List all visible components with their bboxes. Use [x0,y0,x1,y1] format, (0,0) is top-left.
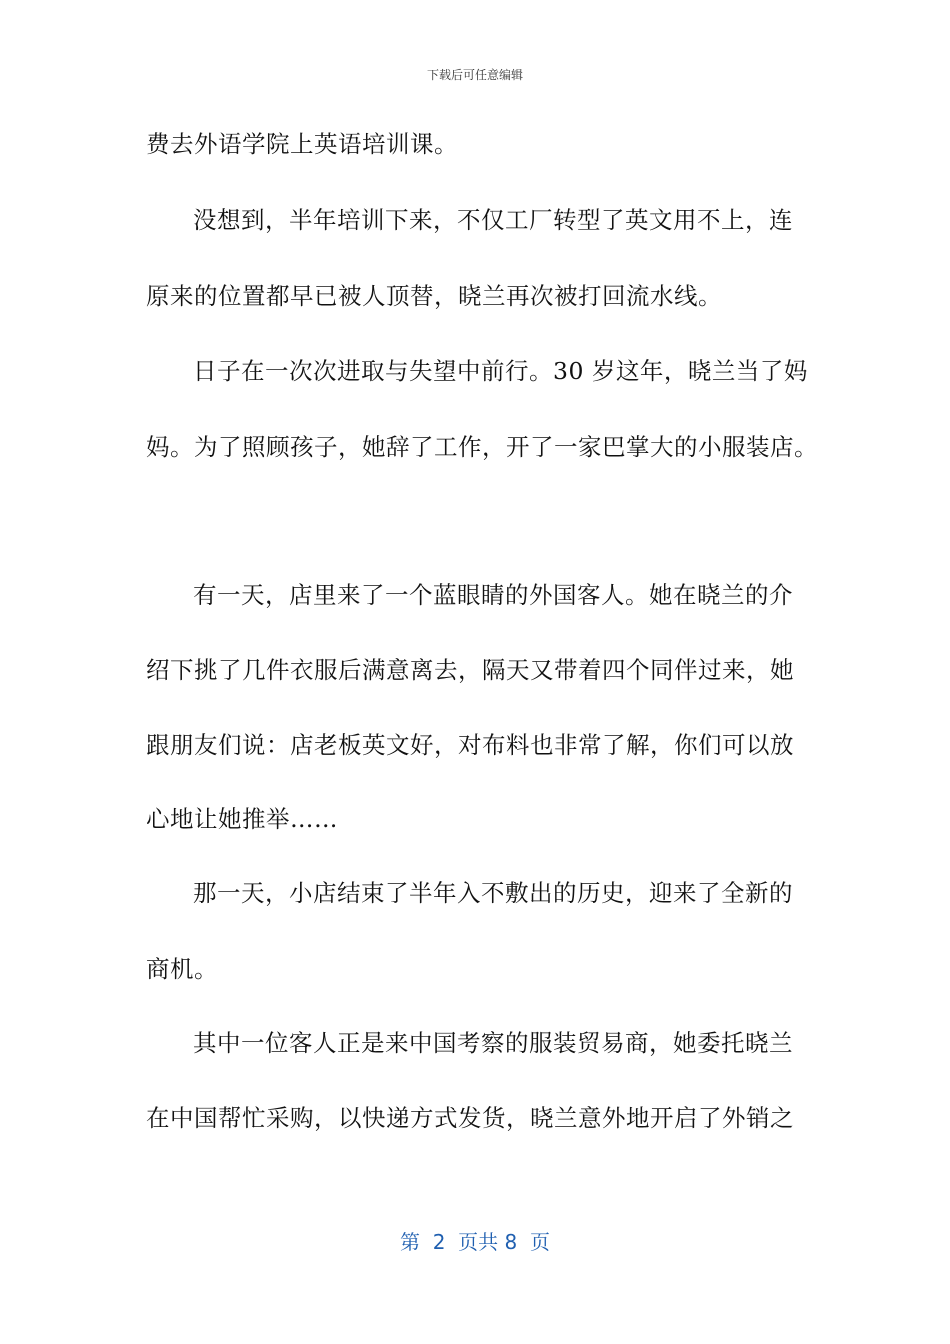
text-line: 那一天，小店结束了半年入不敷出的历史，迎来了全新的 [193,879,793,907]
text-line: 费去外语学院上英语培训课。 [146,130,458,158]
text-line: 原来的位置都早已被人顶替，晓兰再次被打回流水线。 [146,282,722,310]
text-line: 绍下挑了几件衣服后满意离去，隔天又带着四个同伴过来，她 [146,656,794,684]
page-number-footer: 第 2 页共 8 页 [400,1230,550,1254]
text-line: 日子在一次次进取与失望中前行。30 岁这年，晓兰当了妈 [193,357,808,385]
text-line: 妈。为了照顾孩子，她辞了工作，开了一家巴掌大的小服装店。 [146,433,818,461]
text-line: 跟朋友们说：店老板英文好，对布料也非常了解，你们可以放 [146,731,794,759]
text-line: 其中一位客人正是来中国考察的服装贸易商，她委托晓兰 [193,1029,793,1057]
text-line: 商机。 [146,955,218,983]
text-line: 没想到，半年培训下来，不仅工厂转型了英文用不上，连 [193,206,793,234]
page-header: 下载后可任意编辑 [426,68,523,82]
text-line: 心地让她推举…… [146,805,338,833]
text-line: 有一天，店里来了一个蓝眼睛的外国客人。她在晓兰的介 [193,581,793,609]
text-line: 在中国帮忙采购，以快递方式发货，晓兰意外地开启了外销之 [146,1104,794,1132]
